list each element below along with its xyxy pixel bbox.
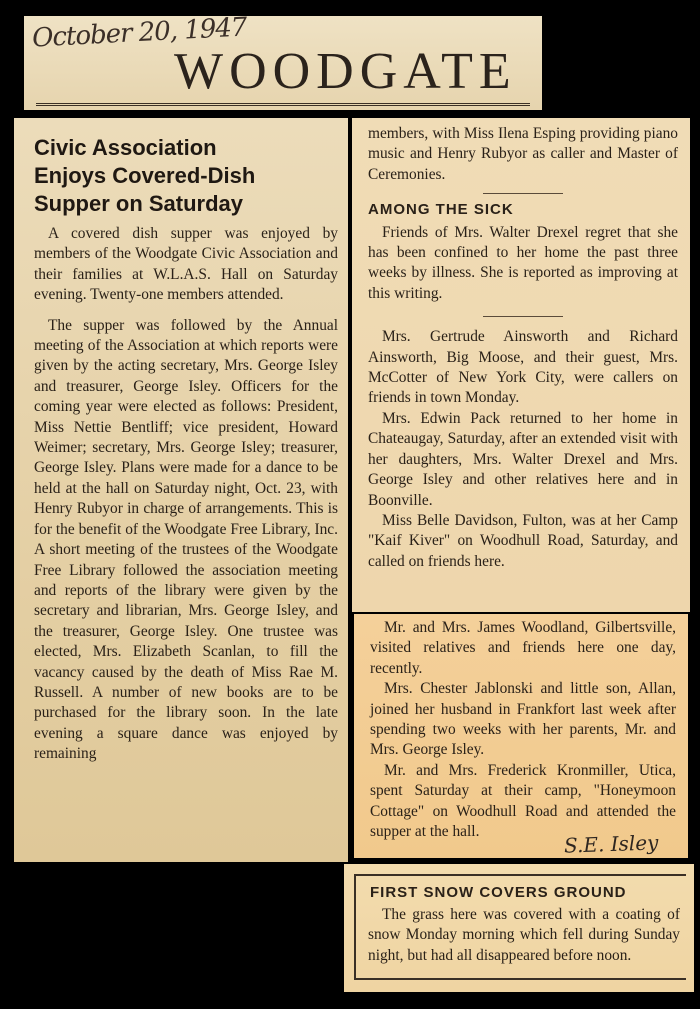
continuation-body <box>352 118 690 572</box>
among-the-sick-paragraph: Friends of Mrs. Walter Drexel regret that she has been confined to her home the past three weeks by illness. She is reported as improving at this writing. <box>368 223 678 302</box>
personal-item: Mr. and Mrs. Frederick Kronmiller, Utica, spent Saturday at their camp, "Honeymoon Cottage" on Woodhull Road and attended the supper at the hall. <box>370 761 676 841</box>
first-snow-clipping <box>344 864 694 992</box>
civic-article-body <box>14 224 348 765</box>
handwritten-signature: S.E. Isley <box>563 830 659 858</box>
personal-item: Miss Belle Davidson, Fulton, was at her Camp "Kaif Kiver" on Woodhull Road, Saturday, and called on friends here. <box>368 511 678 570</box>
civic-paragraph: A covered dish supper was enjoyed by members of the Woodgate Civic Association and their families at W.L.A.S. Hall on Saturday evening. Twenty-one members attended. <box>34 225 338 304</box>
civic-headline-line: Supper on Saturday <box>34 191 244 216</box>
personals-2-body <box>354 614 688 842</box>
masthead-rule <box>36 103 530 106</box>
right-middle-clipping <box>354 614 688 858</box>
masthead-title: WOODGATE <box>174 43 517 100</box>
first-snow-box <box>354 874 686 980</box>
handwritten-date: October 20, 1947 <box>31 12 248 54</box>
personal-item: Mrs. Edwin Pack returned to her home in Chateaugay, Saturday, after an extended visit with her daughters, Mrs. Walter Drexel and Mrs. George Isley and other relatives here and in Boonville. <box>368 409 678 509</box>
personal-item: Mr. and Mrs. James Woodland, Gilbertsville, visited relatives and friends here one day, recently. <box>370 619 676 677</box>
masthead-clipping <box>24 12 542 110</box>
divider <box>483 193 563 194</box>
personal-item: Mrs. Gertrude Ainsworth and Richard Ainsworth, Big Moose, and their guest, Mrs. McCotter of New York City, were callers on friends in town Monday. <box>368 328 678 407</box>
personal-item: Mrs. Chester Jablonski and little son, Allan, joined her husband in Frankfort last week after spending two weeks with her parents, Mr. and Mrs. George Isley. <box>370 680 676 759</box>
first-snow-body <box>356 905 686 966</box>
among-the-sick-heading: AMONG THE SICK <box>368 201 514 219</box>
civic-continuation: members, with Miss Ilena Esping providing piano music and Henry Rubyor as caller and Master of Ceremonies. <box>368 125 678 183</box>
first-snow-paragraph: The grass here was covered with a coating of snow Monday morning which fell during Sunday night, but had all disappeared before noon. <box>368 906 680 964</box>
right-top-clipping <box>352 118 690 612</box>
civic-article-clipping <box>14 118 348 862</box>
civic-headline <box>34 134 340 218</box>
first-snow-heading: FIRST SNOW COVERS GROUND <box>370 884 627 901</box>
divider <box>483 316 563 317</box>
civic-headline-line: Civic Association <box>34 135 217 160</box>
civic-headline-line: Enjoys Covered-Dish <box>34 163 256 188</box>
civic-paragraph: The supper was followed by the Annual meeting of the Association at which reports were given by the acting secretary, Mrs. George Isley and treasurer, George Isley. Officers for the coming year were elected as follows: President, Miss Nettie Bentliff; vice president, Howard Weimer; secretary, Mrs. George Isley; treasurer, George Isley. Plans were made for a dance to be held at the hall on Saturday night, Oct. 23, with Henry Rubyor in charge of arrangements. This is for the benefit of the Woodgate Free Library, Inc. A short meeting of the trustees of the Woodgate Free Library followed the association meeting and reports of the library were given by the secretary and librarian, Mrs. George Isley, and the treasurer, George Isley. One trustee was elected, Mrs. Elizabeth Scanlan, to fill the vacancy caused by the death of Miss Rae M. Russell. A number of new books are to be purchased for the library soon. In the late evening a square dance was enjoyed by remaining <box>34 316 338 763</box>
